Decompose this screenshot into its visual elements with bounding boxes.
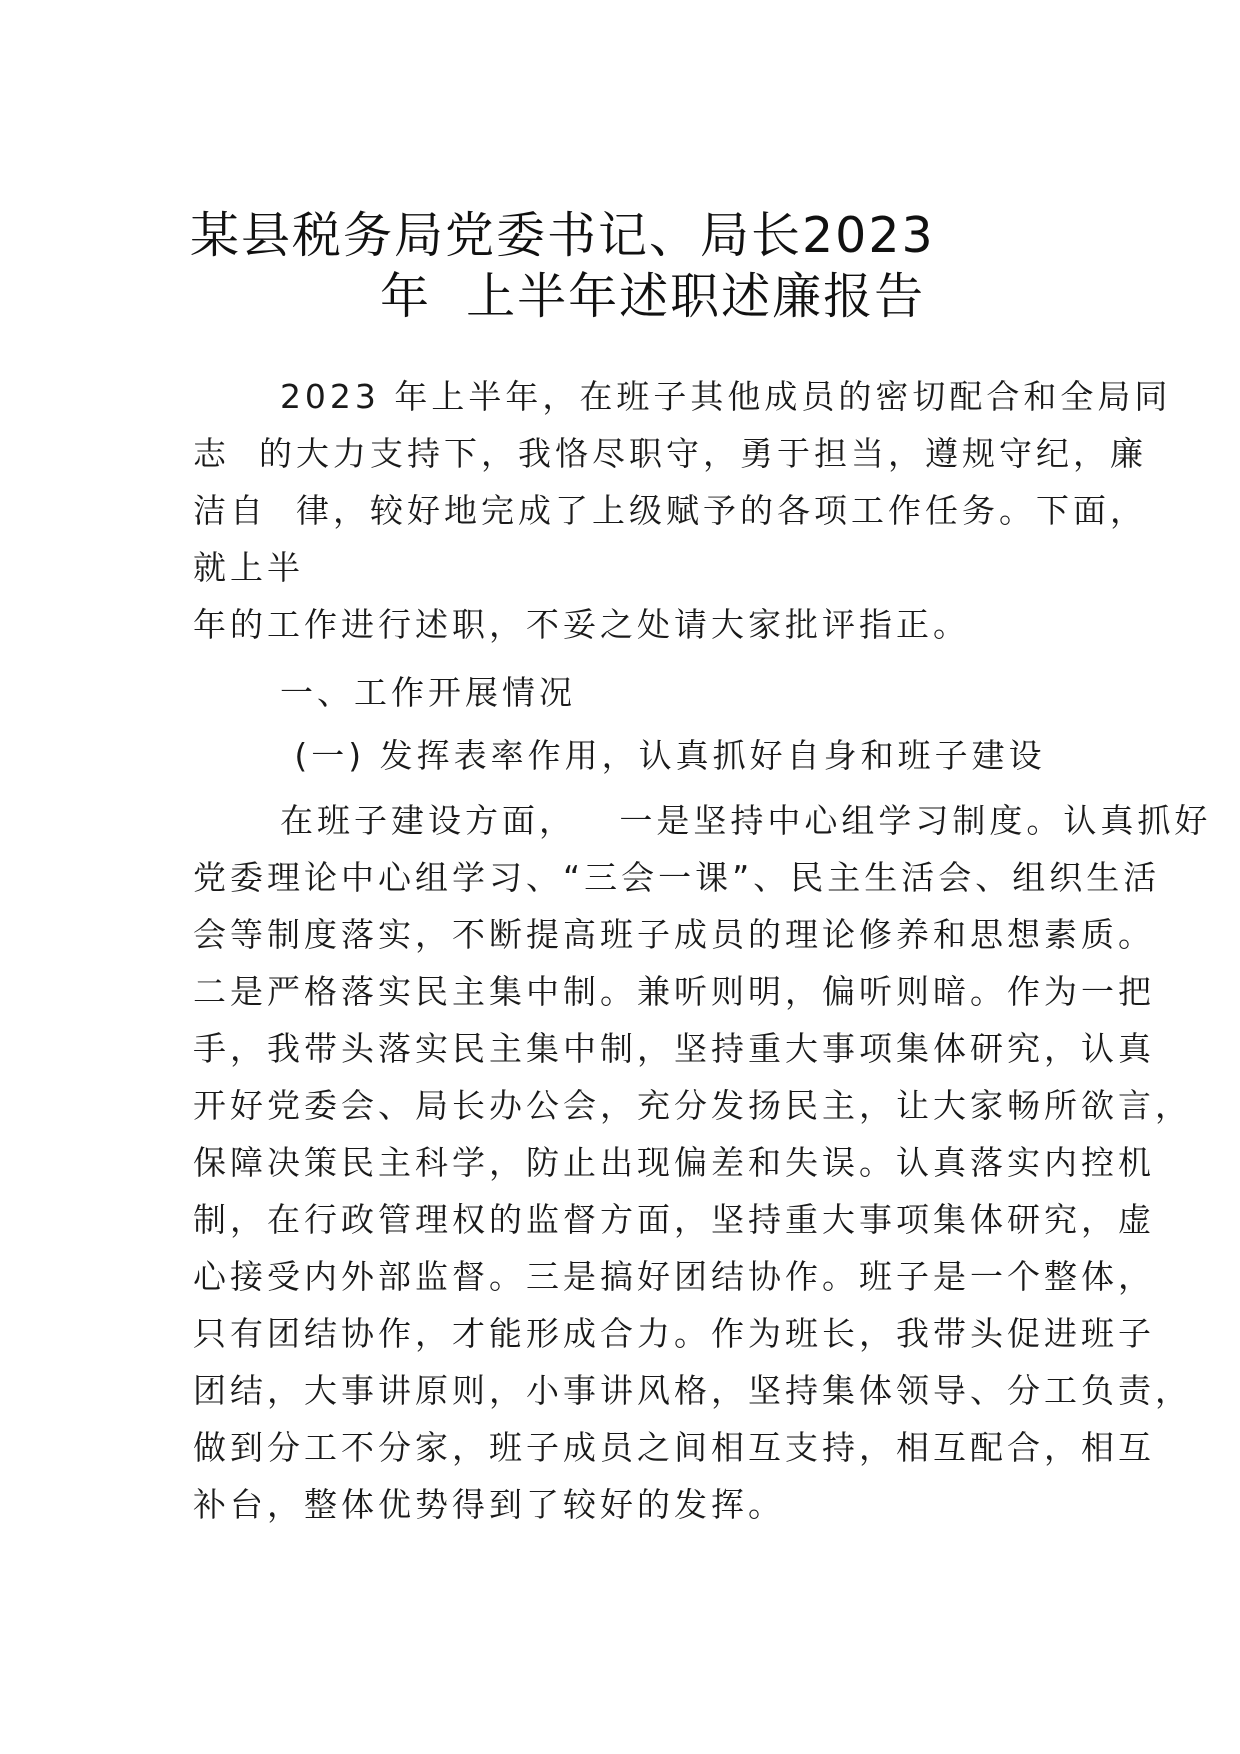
intro-line: 2023 年上半年，在班子其他成员的密切配合和全局同 bbox=[193, 377, 1172, 416]
title-line-2: 年 上半年述职述廉报告 bbox=[380, 268, 926, 325]
intro-line: 志 的大力支持下，我恪尽职守，勇于担当，遵规守纪，廉 bbox=[193, 434, 1147, 473]
document-body bbox=[193, 368, 1212, 1533]
intro-line: 就上半 bbox=[193, 548, 304, 587]
paragraph-line: 党委理论中心组学习、“三会一课”、民主生活会、组织生活 bbox=[193, 858, 1161, 897]
subsection-heading: (一) 发挥表率作用，认真抓好自身和班子建设 bbox=[193, 736, 1046, 775]
paragraph-line: 心接受内外部监督。三是搞好团结协作。班子是一个整体， bbox=[193, 1257, 1155, 1296]
paragraph-line: 制，在行政管理权的监督方面，坚持重大事项集体研究，虚 bbox=[193, 1200, 1155, 1239]
paragraph-line: 团结，大事讲原则，小事讲风格，坚持集体领导、分工负责， bbox=[193, 1371, 1192, 1410]
paragraph-line: 会等制度落实，不断提高班子成员的理论修养和思想素质。 bbox=[193, 915, 1155, 954]
paragraph-line: 在班子建设方面， 一是坚持中心组学习制度。认真抓好 bbox=[193, 801, 1212, 840]
paragraph-line: 手，我带头落实民主集中制，坚持重大事项集体研究，认真 bbox=[193, 1029, 1155, 1068]
intro-paragraph bbox=[193, 368, 1172, 653]
paragraph-line: 保障决策民主科学，防止出现偏差和失误。认真落实内控机 bbox=[193, 1143, 1155, 1182]
intro-line: 年的工作进行述职，不妥之处请大家批评指正。 bbox=[193, 605, 970, 644]
body-paragraph bbox=[193, 792, 1212, 1533]
intro-line: 洁自 律，较好地完成了上级赋予的各项工作任务。下面， bbox=[193, 491, 1147, 530]
paragraph-line: 补台，整体优势得到了较好的发挥。 bbox=[193, 1485, 785, 1524]
title-line-1: 某县税务局党委书记、局长2023 bbox=[190, 207, 935, 264]
section-heading: 一、工作开展情况 bbox=[193, 673, 576, 712]
paragraph-line: 做到分工不分家，班子成员之间相互支持，相互配合，相互 bbox=[193, 1428, 1155, 1467]
paragraph-line: 二是严格落实民主集中制。兼听则明，偏听则暗。作为一把 bbox=[193, 972, 1155, 1011]
paragraph-line: 只有团结协作，才能形成合力。作为班长，我带头促进班子 bbox=[193, 1314, 1155, 1353]
document-title bbox=[190, 205, 1070, 327]
paragraph-line: 开好党委会、局长办公会，充分发扬民主，让大家畅所欲言， bbox=[193, 1086, 1192, 1125]
